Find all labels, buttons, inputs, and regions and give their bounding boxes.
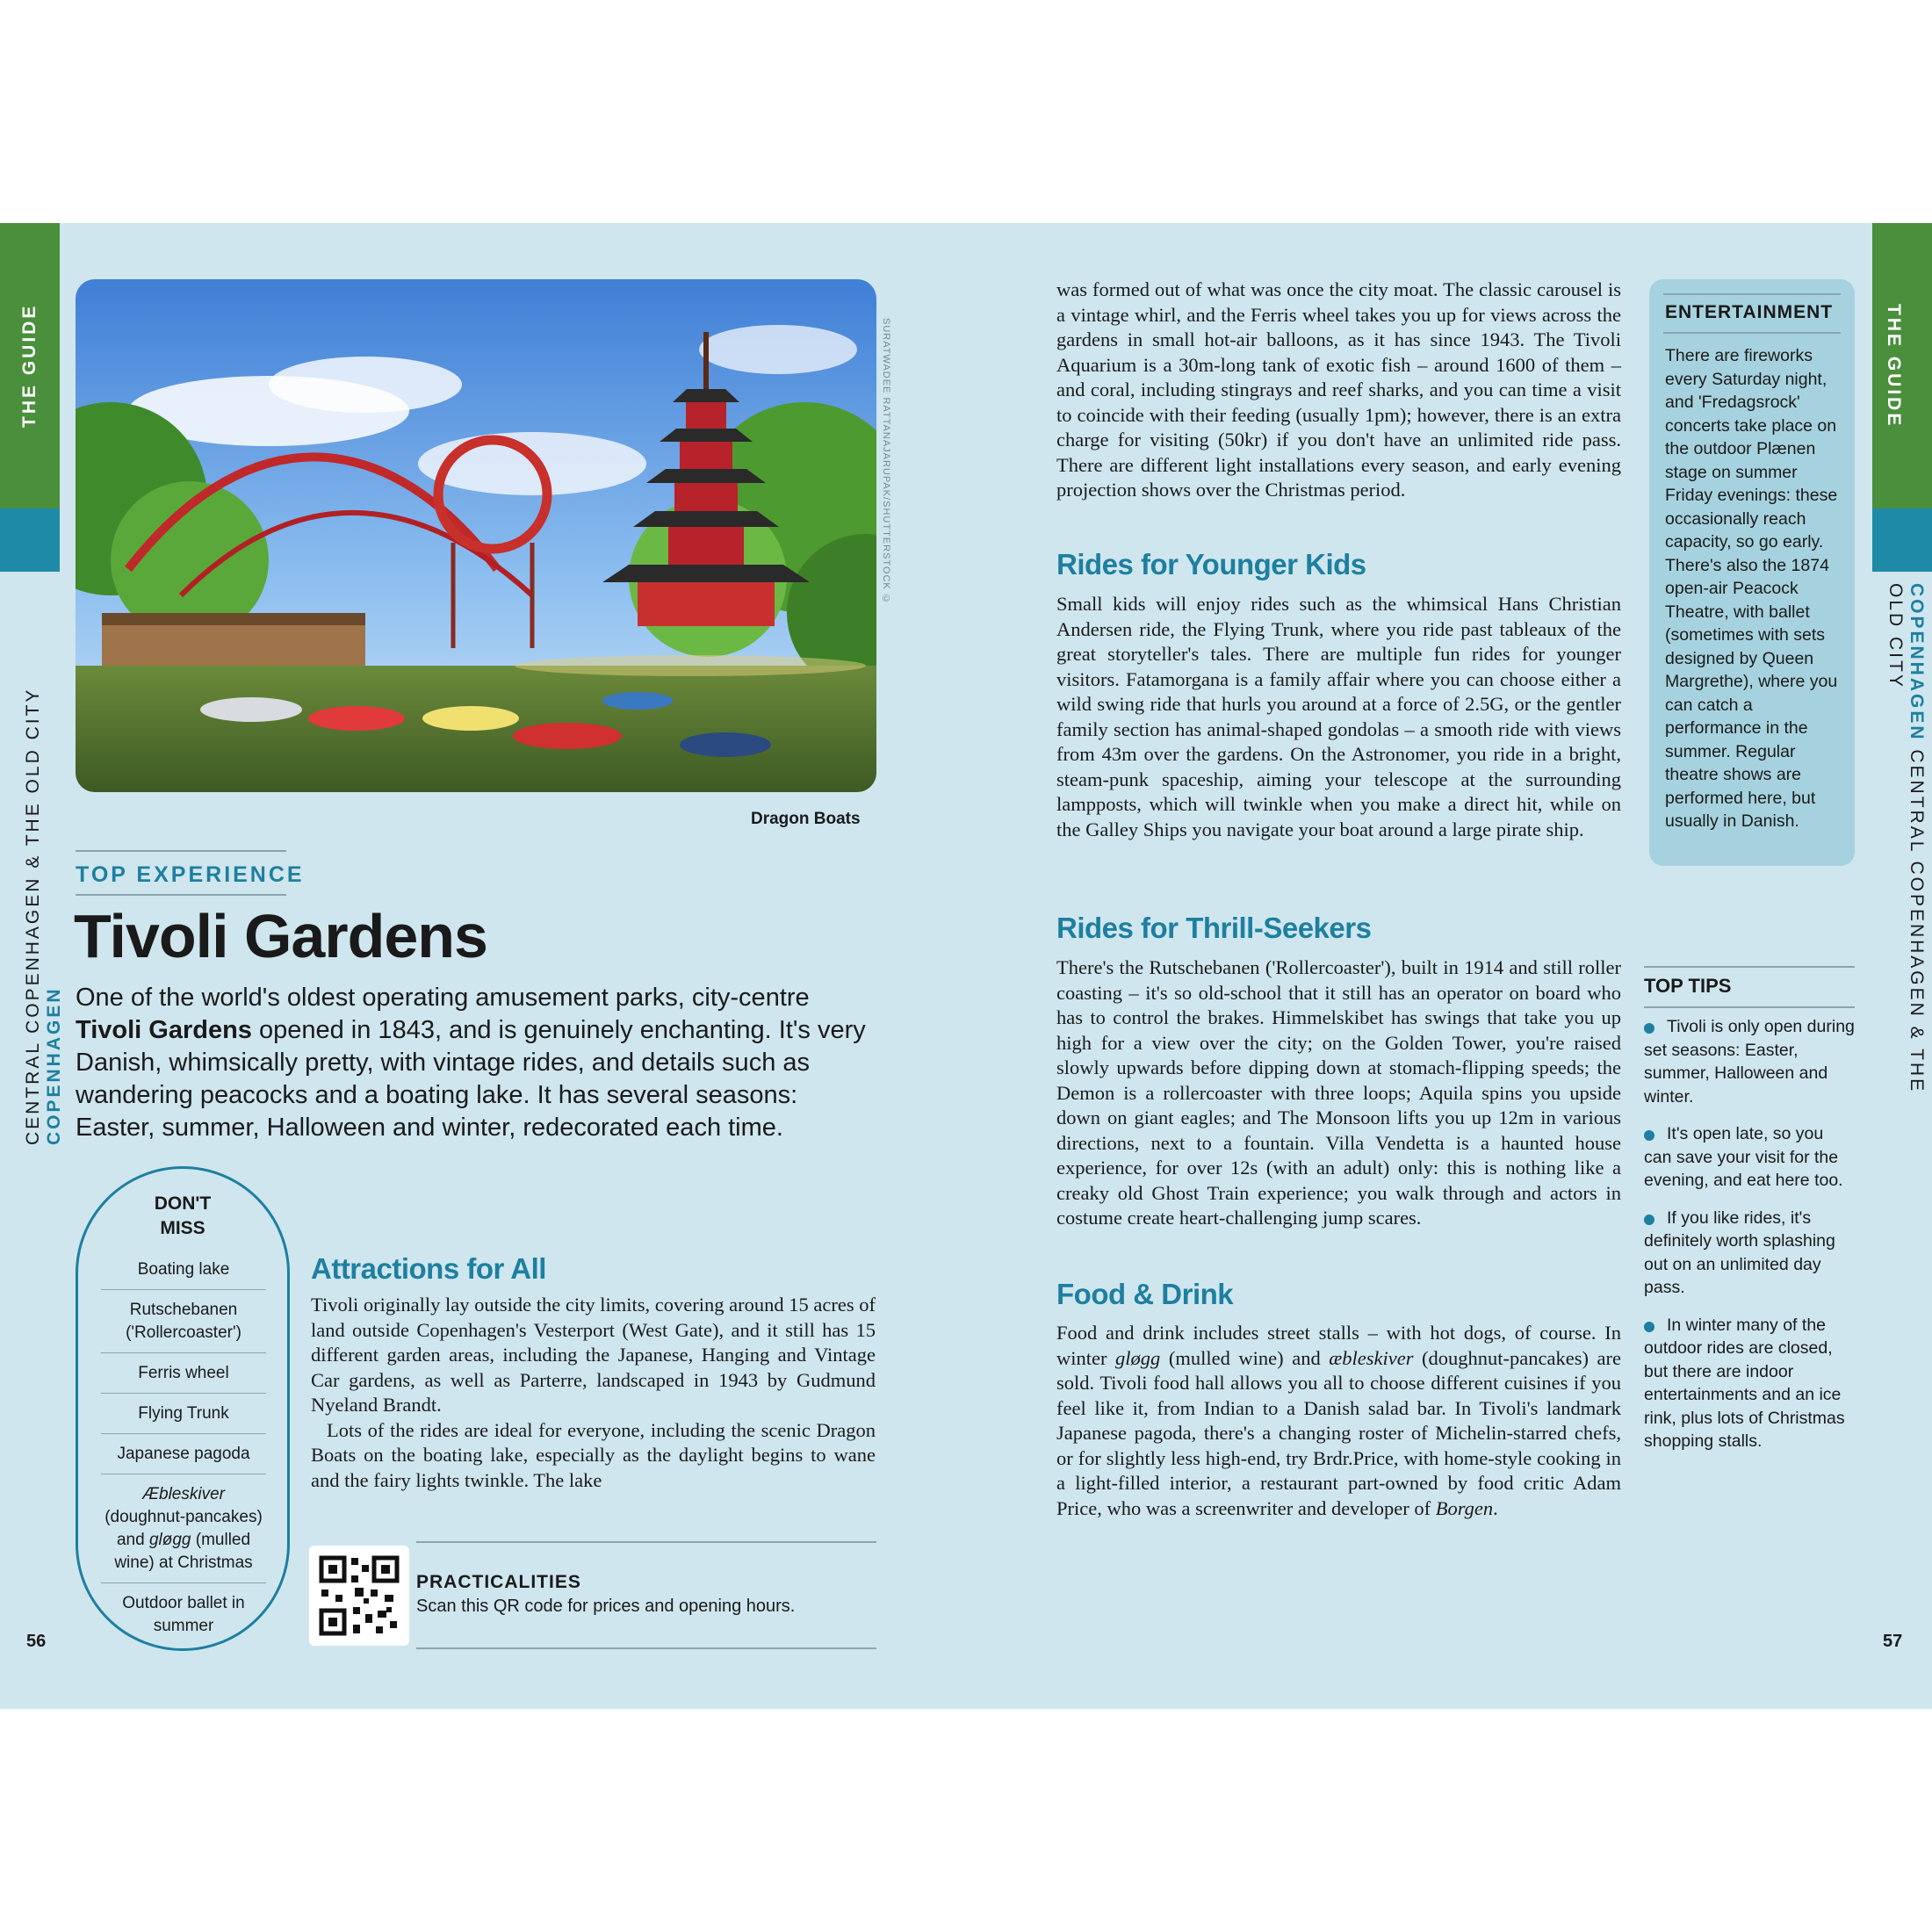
kicker-label: TOP EXPERIENCE [76,862,305,887]
list-item-text: (mulled wine) at Christmas [114,1531,253,1572]
tip-text: If you like rides, it's definitely worth splashing out on an unlimited day pass. [1644,1208,1835,1297]
tivoli-dragon-boats-photo [76,279,876,792]
qr-code-icon[interactable] [309,1546,409,1646]
chapter-label-accent: COPENHAGEN [44,986,64,1145]
chapter-label-text: CENTRAL COPENHAGEN & THE OLD CITY [23,687,43,1145]
list-item [1644,1122,1855,1193]
food-italic: æbleskiver [1329,1346,1414,1369]
food-text: (doughnut-pancakes) are sold. Tivoli food hall allows you all to choose different cuisines if you feel like it, from Indian to a Danish salad bar. In Tivoli's landmark Japanese pagoda, there's a changing roster of Michelin-starred chefs, or for slightly less high-end, try Brdr.Price, with home-style cooking in a light-filled interior, a restaurant part-owned by food critic Adam Price, who was a screenwriter and developer of [1056,1346,1622,1519]
tips-rule-bottom [1644,1006,1855,1008]
intro-text: One of the world's oldest operating amusement parks, city-centre [76,984,810,1012]
list-item: Boating lake [101,1250,266,1290]
list-item: Ferris wheel [101,1353,266,1394]
attractions-paragraph-1: Tivoli originally lay outside the city limits, covering around 15 acres of land outside Copenhagen's Vesterport (West Gate), and it still has 15 different garden areas, including the Japanese, Hanging and Vintage Car gardens, as well as Parterre, landscaped in 1943 by Gudmund Nyeland Brandt. [311,1294,876,1416]
tips-rule-top [1644,966,1855,968]
dont-miss-box [76,1166,290,1651]
list-item: Rutschebanen ('Rollercoaster') [101,1290,266,1353]
entertainment-title: ENTERTAINMENT [1665,302,1834,322]
bullet-dot-icon [1644,1322,1654,1332]
list-item [1644,1314,1855,1453]
section-heading-younger-kids: Rides for Younger Kids [1056,548,1366,580]
practicalities-rule-bottom [416,1647,876,1649]
dont-miss-list [101,1250,266,1646]
attractions-body [311,1293,876,1493]
top-tips-list [1644,1015,1855,1467]
kicker-rule-top [76,850,286,852]
section-heading-attractions: Attractions for All [311,1252,546,1285]
photo-caption: Dragon Boats [751,810,861,828]
guide-tab-left-teal [0,508,60,572]
tip-text: It's open late, so you can save your visit for the evening, and eat here too. [1644,1124,1843,1190]
food-text: . [1493,1496,1498,1519]
lake-continued-body: was formed out of what was once the city moat. The classic carousel is a vintage whirl, and the Ferris wheel takes you up for views across the gardens in small hot-air balloons, as it has since 1943. The Tivoli Aquarium is a 30m-long tank of exotic fish – around 1600 of them – and coral, including stingrays and reef sharks, and you can time a visit to coincide with their feeding (usually 1pm); however, there is an extra charge for visiting (50kr) if you don't have an unlimited ride pass. There are different light installations every season, and early evening projection shows over the Christmas period. [1056,278,1621,501]
bullet-dot-icon [1644,1023,1654,1034]
section-heading-thrill-seekers: Rides for Thrill-Seekers [1056,912,1372,944]
list-item-italic: Æbleskiver [142,1485,225,1503]
section-heading-food-drink: Food & Drink [1056,1278,1234,1310]
list-item: Flying Trunk [101,1394,266,1434]
list-item [1644,1207,1855,1300]
thrill-seekers-body: There's the Rutschebanen ('Rollercoaster'), built in 1914 and still roller coasting – it's so old-school that it still has an operator on board who has to control the brakes. Himmelskibet has swings that take you up high for a view over the city; on the Golden Tower, you're raised slowly upwards before dipping down at stomach-flipping speeds; the Demon is a rollercoaster with three loops; Aquila spins you upside down on giant eagles; and The Monsoon lifts you up 12m in various directions, next to a fountain. Villa Vendetta is a haunted house experience, for over 12s (with an adult) only: this is nothing like a creaky old Ghost Train experience; you walk through and actors in costume create heart-challenging jump scares. [1056,956,1621,1229]
page-number-left: 56 [26,1632,47,1651]
tip-text: In winter many of the outdoor rides are closed, but there are indoor entertainments and an ice rink, plus lots of Christmas shopping stalls. [1644,1315,1845,1451]
guide-tab-right-teal [1872,508,1932,572]
entertainment-box [1649,279,1855,866]
chapter-label-accent: COPENHAGEN [1907,583,1927,742]
list-item: Outdoor ballet in summer [122,1594,245,1635]
food-drink-body [1056,1321,1621,1521]
food-text: Food and drink includes street stalls – with hot dogs, of course. In winter [1056,1322,1621,1369]
attractions-paragraph-2: Lots of the rides are ideal for everyone, including the scenic Dragon Boats on the boating lake, especially as the daylight begins to wane and the fairy lights twinkle. The lake [311,1418,876,1491]
food-italic: Borgen [1435,1496,1494,1519]
dont-miss-heading-line1: DON'T [154,1193,212,1214]
intro-text-cont: opened in 1843, and is genuinely enchanting. It's very Danish, whimsically pretty, with vintage rides, and details such as wandering peacocks and a boating lake. It has several seasons: Easter, summer, Halloween and winter, redecorated each time. [76,1016,866,1142]
dont-miss-heading-line2: MISS [160,1218,205,1238]
chapter-label-text: CENTRAL COPENHAGEN & THE OLD CITY [1885,583,1927,1094]
photo-credit: SURATWADEE RATTANAJARUPAK/SHUTTERSTOCK © [881,318,891,605]
younger-kids-body: Small kids will enjoy rides such as the whimsical Hans Christian Andersen ride, the Flying Trunk, where you ride past tableaux of the great storyteller's tales. There are multiple fun rides for younger visitors. Fatamorgana is a family affair where you can choose either a wild swing ride that hurls you around at a force of 2.5G, or the gentler family section has animal-shaped gondolas – a smooth ride with views from 43m over the gardens. On the Astronomer, you ride in a bright, steam-punk spaceship, aiming your telescope at the surrounding lampposts, which will twinkle when you make a direct hit, while on the Galley Ships you navigate your boat around a large pirate ship. [1056,593,1621,840]
bullet-dot-icon [1644,1130,1654,1141]
list-item-italic: gløgg [148,1531,191,1549]
list-item [101,1474,266,1583]
entertainment-rule-bottom [1663,332,1841,334]
page-number-right: 57 [1883,1632,1903,1651]
tip-text: Tivoli is only open during set seasons: Easter, summer, Halloween and winter. [1644,1017,1855,1107]
intro-bold: Tivoli Gardens [76,1016,252,1044]
chapter-label-right [1885,583,1927,1145]
list-item [1644,1015,1855,1108]
photo-illustration [76,279,876,792]
food-text: (mulled wine) and [1160,1346,1330,1369]
practicalities-text: Scan this QR code for prices and opening hours. [416,1597,796,1616]
chapter-label-left [23,583,65,1145]
bullet-dot-icon [1644,1215,1654,1225]
guide-tab-label-left: THE GUIDE [19,303,40,429]
kicker-rule-bottom [76,894,286,896]
food-italic: gløgg [1115,1346,1161,1369]
top-tips-title: TOP TIPS [1644,975,1732,997]
practicalities-rule-top [416,1541,876,1543]
practicalities-title: PRACTICALITIES [416,1572,581,1592]
entertainment-text: There are fireworks every Saturday night, and 'Fredagsrock' concerts take place on the outdoor Plænen stage on summer Friday evenings: these occasionally reach capacity, so go early. There's also the 1874 open-air Peacock Theatre, with ballet (sometimes with sets designed by Queen Margrethe), where you can catch a performance in the summer. Regular theatre shows are performed here, but usually in Danish. [1665,346,1838,831]
page-title: Tivoli Gardens [74,902,487,970]
intro-paragraph [76,982,866,1144]
list-item-text: (doughnut-pancakes) and [105,1508,263,1549]
qr-code-graphic [309,1546,409,1646]
guide-tab-label-right: THE GUIDE [1884,303,1904,429]
entertainment-rule-top [1663,293,1841,295]
list-item: Japanese pagoda [101,1434,266,1474]
dont-miss-heading [78,1192,287,1241]
